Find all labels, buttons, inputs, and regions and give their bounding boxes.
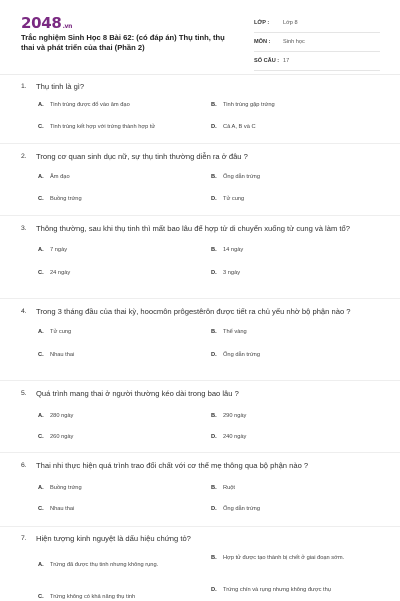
meta-value: Sinh học xyxy=(283,39,305,45)
option-text: Nhau thai xyxy=(50,352,75,358)
option-letter: A. xyxy=(38,174,44,180)
header xyxy=(0,0,400,68)
meta-key: LỚP : xyxy=(254,20,270,26)
option-letter: C. xyxy=(38,594,44,600)
option-text: Hợp tử được tạo thành bị chết ở giai đoạn sớm. xyxy=(223,555,345,561)
question-divider xyxy=(0,298,400,299)
option-text: 280 ngày xyxy=(50,413,74,419)
option-letter: D. xyxy=(211,506,217,512)
option-text: 24 ngày xyxy=(50,270,71,276)
option-text: Ống dẫn trứng xyxy=(223,352,261,358)
meta-row-subject xyxy=(254,33,380,52)
option-letter: D. xyxy=(211,434,217,440)
option-c[interactable] xyxy=(38,351,198,359)
option-letter: B. xyxy=(211,174,217,180)
option-text: 260 ngày xyxy=(50,434,74,440)
option-text: Trứng không có khả năng thụ tinh xyxy=(50,594,136,600)
option-c[interactable] xyxy=(38,123,208,131)
option-text: 240 ngày xyxy=(223,434,247,440)
option-letter: B. xyxy=(211,329,217,335)
option-d[interactable] xyxy=(211,123,371,131)
question-5 xyxy=(21,388,381,452)
option-letter: A. xyxy=(38,562,44,568)
option-text: Tinh trùng được đổ vào âm đạo xyxy=(50,102,130,108)
question-divider xyxy=(0,526,400,527)
question-4 xyxy=(21,306,381,368)
question-divider xyxy=(0,143,400,144)
option-letter: C. xyxy=(38,352,44,358)
option-b[interactable] xyxy=(211,328,371,336)
option-c[interactable] xyxy=(38,505,198,513)
option-letter: C. xyxy=(38,270,44,276)
option-text: Trứng chín và rụng nhưng không được thụ xyxy=(223,587,331,593)
option-letter: B. xyxy=(211,413,217,419)
site-logo[interactable] xyxy=(21,14,72,32)
meta-value: 17 xyxy=(283,58,290,64)
option-text: Tinh trùng kết hợp với trứng thành hợp tử xyxy=(50,124,156,130)
option-letter: D. xyxy=(211,270,217,276)
option-text: Ống dẫn trứng xyxy=(223,506,261,512)
option-a[interactable] xyxy=(38,173,198,181)
question-text: Quá trình mang thai ở người thường kéo dài trong bao lâu ? xyxy=(36,389,239,398)
option-text: Ruột xyxy=(223,485,236,491)
meta-key: MÔN : xyxy=(254,39,271,45)
option-letter: D. xyxy=(211,124,217,130)
question-text: Hiện tượng kinh nguyệt là dấu hiệu chứng tỏ? xyxy=(36,534,191,543)
option-text: Âm đạo xyxy=(50,174,70,180)
question-number: 1. xyxy=(21,83,27,90)
option-letter: C. xyxy=(38,434,44,440)
option-letter: A. xyxy=(38,329,44,335)
option-letter: D. xyxy=(211,196,217,202)
option-text: Trứng đã được thụ tinh nhưng không rụng. xyxy=(50,562,159,568)
option-text: Tử cung xyxy=(50,329,72,335)
question-number: 4. xyxy=(21,308,27,315)
option-a[interactable] xyxy=(38,412,198,420)
question-text: Thông thường, sau khi thụ tinh thì mất bao lâu để hợp tử di chuyển xuống tử cung và làm tổ? xyxy=(36,224,350,233)
option-d[interactable] xyxy=(211,269,371,277)
question-text: Thụ tinh là gì? xyxy=(36,82,85,91)
option-b[interactable] xyxy=(211,173,371,181)
question-6 xyxy=(21,460,381,524)
question-divider xyxy=(0,380,400,381)
option-a[interactable] xyxy=(38,561,210,569)
option-text: Ống dẫn trứng xyxy=(223,174,261,180)
option-d[interactable] xyxy=(211,586,381,594)
option-letter: B. xyxy=(211,247,217,253)
header-divider xyxy=(0,74,400,75)
option-text: Tử cung xyxy=(223,196,245,202)
option-text: 14 ngày xyxy=(223,247,244,253)
option-c[interactable] xyxy=(38,269,198,277)
question-divider xyxy=(0,452,400,453)
option-text: Nhau thai xyxy=(50,506,75,512)
meta-info xyxy=(254,14,380,71)
option-text: 290 ngày xyxy=(223,413,247,419)
option-letter: D. xyxy=(211,587,217,593)
option-letter: C. xyxy=(38,124,44,130)
option-d[interactable] xyxy=(211,505,371,513)
option-letter: B. xyxy=(211,485,217,491)
logo-suffix: .vn xyxy=(62,23,73,30)
option-b[interactable] xyxy=(211,412,371,420)
option-text: Buồng trứng xyxy=(50,196,82,202)
option-a[interactable] xyxy=(38,328,198,336)
question-3 xyxy=(21,223,381,286)
meta-key: SỐ CÂU : xyxy=(254,58,280,64)
option-letter: A. xyxy=(38,247,44,253)
option-text: 7 ngày xyxy=(50,247,68,253)
option-letter: D. xyxy=(211,352,217,358)
question-divider xyxy=(0,215,400,216)
option-letter: A. xyxy=(38,413,44,419)
option-c[interactable] xyxy=(38,195,198,203)
option-letter: C. xyxy=(38,196,44,202)
option-a[interactable] xyxy=(38,246,198,254)
option-a[interactable] xyxy=(38,484,198,492)
question-number: 3. xyxy=(21,225,27,232)
option-letter: B. xyxy=(211,102,217,108)
option-d[interactable] xyxy=(211,351,371,359)
option-text: Cả A, B và C xyxy=(223,124,256,130)
option-letter: B. xyxy=(211,555,217,561)
option-letter: C. xyxy=(38,506,44,512)
question-number: 5. xyxy=(21,390,27,397)
option-d[interactable] xyxy=(211,433,371,441)
question-7 xyxy=(21,533,381,600)
question-number: 7. xyxy=(21,535,27,542)
question-text: Trong 3 tháng đầu của thai kỳ, hoocmôn prôgestêrôn được tiết ra chủ yếu nhờ bộ phận nào ? xyxy=(36,307,351,316)
page-title: Trắc nghiệm Sinh Học 8 Bài 62: (có đáp án) Thụ tinh, thụ thai và phát triển của thai (Phần 2) xyxy=(21,33,225,52)
option-letter: A. xyxy=(38,102,44,108)
question-number: 2. xyxy=(21,153,27,160)
option-text: Tinh trùng gặp trứng xyxy=(223,102,275,108)
meta-value: Lớp 8 xyxy=(283,20,298,26)
option-b[interactable] xyxy=(211,246,371,254)
meta-row-class xyxy=(254,14,380,33)
option-c[interactable] xyxy=(38,433,198,441)
option-b[interactable] xyxy=(211,101,371,109)
question-text: Thai nhi thực hiện quá trình trao đổi chất với cơ thể mẹ thông qua bộ phận nào ? xyxy=(36,461,309,470)
question-text: Trong cơ quan sinh dục nữ, sự thụ tinh thường diễn ra ở đâu ? xyxy=(36,152,248,161)
option-b[interactable] xyxy=(211,554,381,562)
option-text: Thể vàng xyxy=(223,329,247,335)
logo-text: 2048 xyxy=(21,14,62,32)
question-2 xyxy=(21,151,381,213)
option-text: Buồng trứng xyxy=(50,485,82,491)
option-b[interactable] xyxy=(211,484,371,492)
option-a[interactable] xyxy=(38,101,198,109)
option-d[interactable] xyxy=(211,195,371,203)
option-letter: A. xyxy=(38,485,44,491)
question-1 xyxy=(21,81,381,141)
question-number: 6. xyxy=(21,462,27,469)
meta-row-count xyxy=(254,52,380,71)
option-text: 3 ngày xyxy=(223,270,241,276)
